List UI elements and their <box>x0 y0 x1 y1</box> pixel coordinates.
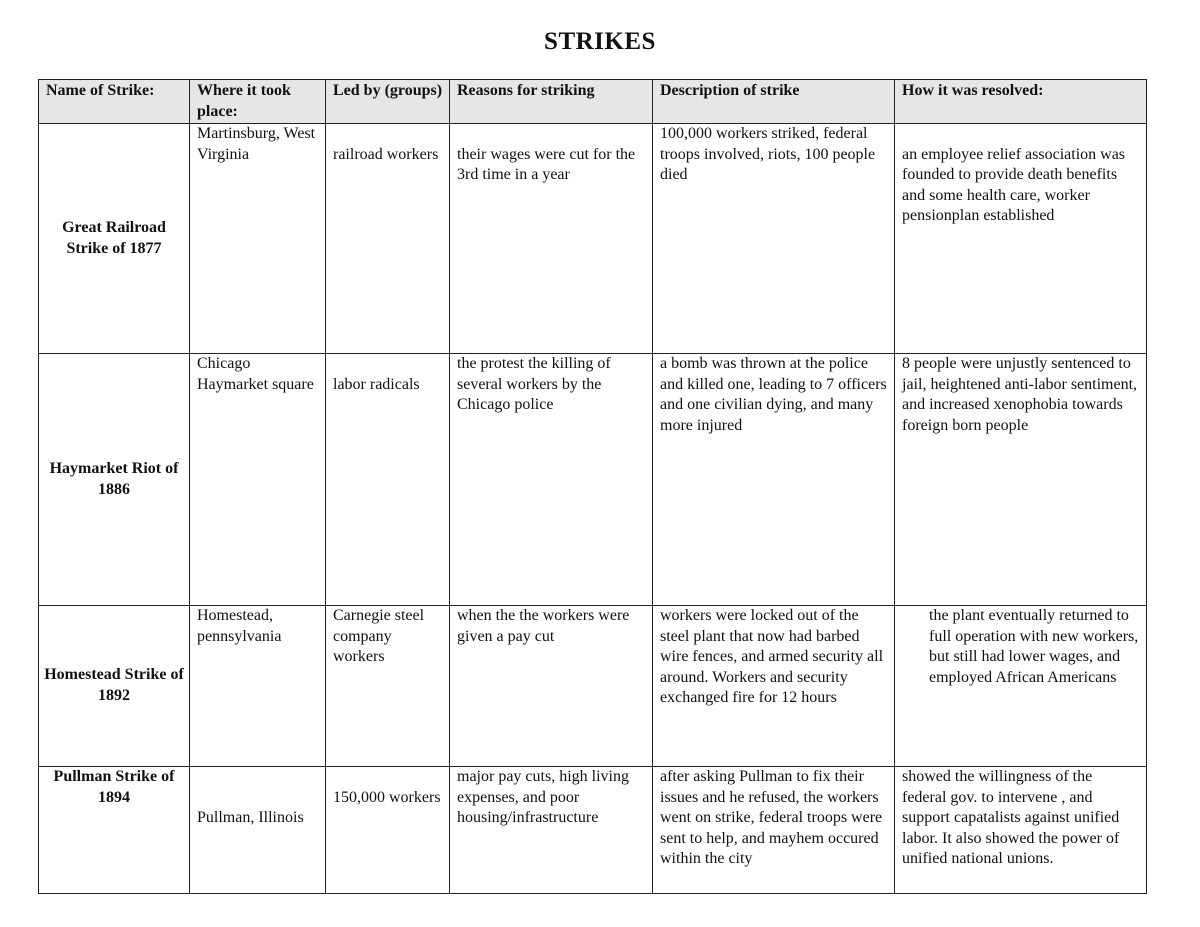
resolution-cell <box>895 124 1147 354</box>
reasons-cell <box>450 606 653 767</box>
strike-name-cell <box>39 767 190 894</box>
strike-resolution: showed the willingness of the federal gov. to intervene , and support capatalists against unified labor. It also showed the power of unified national unions. <box>902 768 1120 868</box>
header-led-by: Led by (groups) <box>326 80 450 124</box>
header-name-of-strike: Name of Strike: <box>39 80 190 124</box>
header-description-of-strike: Description of strike <box>653 80 895 124</box>
place-cell <box>190 124 326 354</box>
strike-name: Great Railroad Strike of 1877 <box>62 218 166 257</box>
led-by-cell <box>326 606 450 767</box>
resolution-cell <box>895 606 1147 767</box>
strike-reasons: when the the workers were given a pay cut <box>457 607 630 645</box>
reasons-cell <box>450 124 653 354</box>
strike-led-by: railroad workers <box>333 145 439 163</box>
description-cell <box>653 767 895 894</box>
strike-description: a bomb was thrown at the police and killed one, leading to 7 officers and one civilian dying, and many more injured <box>660 355 887 434</box>
strike-led-by: 150,000 workers <box>333 788 441 806</box>
strike-description: workers were locked out of the steel plant that now had barbed wire fences, and armed security all around. Workers and security exchanged fire for 12 hours <box>660 607 884 707</box>
resolution-cell <box>895 767 1147 894</box>
strike-reasons: major pay cuts, high living expenses, and poor housing/infrastructure <box>457 768 629 827</box>
strike-place: Homestead, pennsylvania <box>197 607 282 645</box>
led-by-cell <box>326 767 450 894</box>
strike-led-by: Carnegie steel company workers <box>333 607 425 666</box>
resolution-cell <box>895 354 1147 606</box>
strike-resolution: 8 people were unjustly sentenced to jail, heightened anti-labor sentiment, and increased xenophobia towards foreign born people <box>902 355 1138 434</box>
table-row <box>39 124 1147 354</box>
strike-reasons: the protest the killing of several workers by the Chicago police <box>457 355 611 414</box>
strike-place: Chicago Haymarket square <box>197 355 314 393</box>
strike-resolution: the plant eventually returned to full operation with new workers, but still had lower wages, and employed African Americans <box>929 607 1139 686</box>
strikes-table <box>38 79 1147 894</box>
description-cell <box>653 606 895 767</box>
strike-place: Pullman, Illinois <box>197 809 304 827</box>
strike-name: Pullman Strike of 1894 <box>53 768 175 806</box>
table-header-row <box>39 80 1147 124</box>
header-reasons-for-striking: Reasons for striking <box>450 80 653 124</box>
strike-place: Martinsburg, West Virginia <box>197 125 316 163</box>
led-by-cell <box>326 354 450 606</box>
strike-description: after asking Pullman to fix their issues and he refused, the workers went on strike, federal troops were sent to help, and mayhem occured within the city <box>660 768 883 868</box>
strike-reasons: their wages were cut for the 3rd time in a year <box>457 145 636 184</box>
reasons-cell <box>450 767 653 894</box>
led-by-cell <box>326 124 450 354</box>
table-row <box>39 767 1147 894</box>
place-cell <box>190 606 326 767</box>
strike-name-cell <box>39 124 190 354</box>
table-row <box>39 354 1147 606</box>
header-how-it-was-resolved: How it was resolved: <box>895 80 1147 124</box>
strike-description: 100,000 workers striked, federal troops involved, riots, 100 people died <box>660 125 876 184</box>
document-title: STRIKES <box>544 28 656 55</box>
description-cell <box>653 124 895 354</box>
strike-led-by: labor radicals <box>333 375 420 393</box>
header-where-it-took-place: Where it took place: <box>190 80 326 124</box>
table-row <box>39 606 1147 767</box>
strike-name-cell <box>39 606 190 767</box>
strike-name-cell <box>39 354 190 606</box>
strike-resolution: an employee relief association was founded to provide death benefits and some health care, worker pensionplan established <box>902 145 1126 225</box>
strike-name: Homestead Strike of 1892 <box>44 666 184 704</box>
place-cell <box>190 354 326 606</box>
place-cell <box>190 767 326 894</box>
reasons-cell <box>450 354 653 606</box>
strike-name: Haymarket Riot of 1886 <box>49 459 179 498</box>
description-cell <box>653 354 895 606</box>
